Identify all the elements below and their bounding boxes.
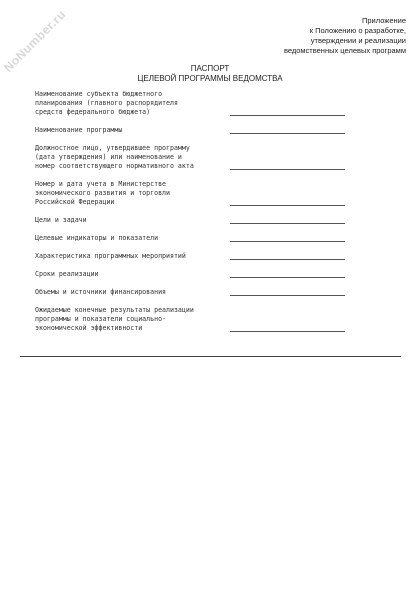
field-row [35, 288, 345, 297]
document-title [0, 64, 420, 84]
field-label: Характеристика программных мероприятий [35, 252, 186, 260]
field-row [35, 144, 345, 171]
field-row [35, 234, 345, 243]
field-blank-line [230, 169, 345, 170]
field-label: Целевые индикаторы и показатели [35, 234, 159, 242]
field-row [35, 180, 345, 207]
field-label: Сроки реализации [35, 270, 99, 278]
field-row [35, 306, 345, 333]
field-blank-line [230, 259, 345, 260]
appendix-line: Приложение [362, 16, 406, 25]
field-blank-line [230, 277, 345, 278]
bottom-divider [20, 356, 401, 357]
field-label: Ожидаемые конечные результаты реализации программы и показатели социально- экономической эффективности [35, 306, 194, 332]
title-line: ПАСПОРТ [190, 64, 230, 73]
field-blank-line [230, 295, 345, 296]
field-blank-line [230, 133, 345, 134]
field-label: Наименование субъекта бюджетного планирования (главного распорядителя средств федерального бюджета) [35, 90, 178, 116]
field-blank-line [230, 331, 345, 332]
field-row [35, 126, 345, 135]
field-blank-line [230, 205, 345, 206]
field-row [35, 216, 345, 225]
field-row [35, 252, 345, 261]
field-blank-line [230, 241, 345, 242]
field-label: Цели и задачи [35, 216, 87, 224]
appendix-note [186, 16, 406, 56]
watermark: NoNumber.ru [0, 7, 69, 75]
field-blank-line [230, 223, 345, 224]
appendix-line: ведомственных целевых программ [283, 46, 406, 55]
field-label: Должностное лицо, утвердившее программу (дата утверждения) или наименование и номер соответствующего нормативного акта [35, 144, 194, 170]
passport-fields [35, 90, 345, 333]
field-label: Наименование программы [35, 126, 123, 134]
appendix-line: к Положению о разработке, [309, 26, 406, 35]
field-label: Номер и дата учета в Министерстве экономического развития и торговли Российской Федерации [35, 180, 170, 206]
title-line: ЦЕЛЕВОЙ ПРОГРАММЫ ВЕДОМСТВА [137, 74, 283, 83]
field-label: Объемы и источники финансирования [35, 288, 167, 296]
field-row [35, 270, 345, 279]
appendix-line: утверждении и реализации [310, 36, 406, 45]
field-blank-line [230, 115, 345, 116]
field-row [35, 90, 345, 117]
